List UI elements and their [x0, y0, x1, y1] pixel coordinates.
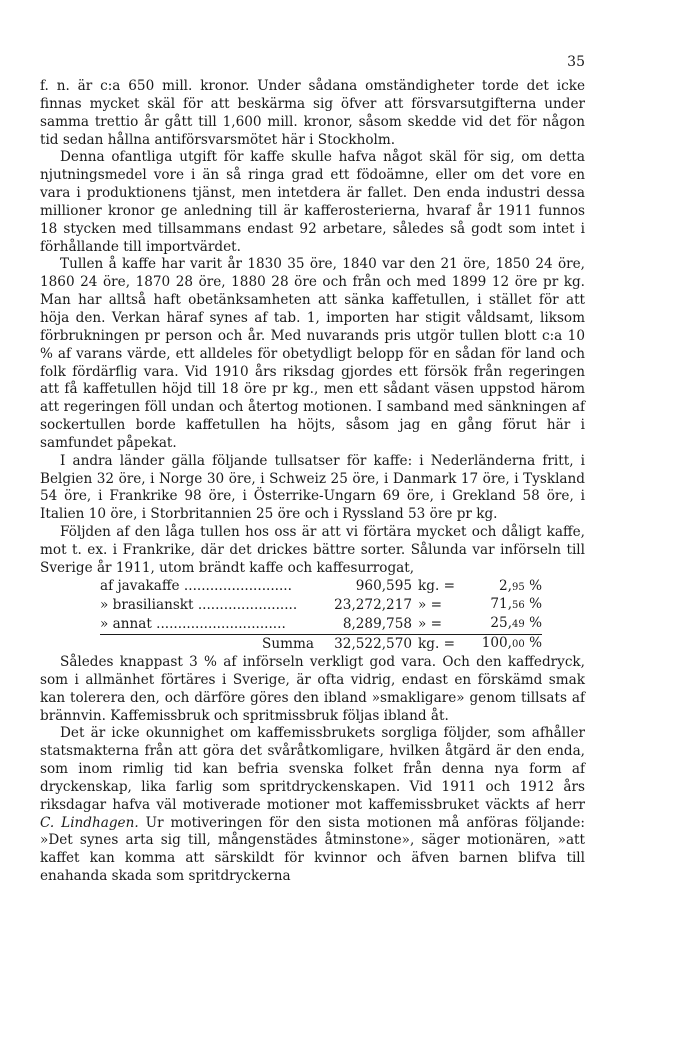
- row-percent: 25,49 %: [490, 615, 542, 632]
- page-number: 35: [567, 54, 585, 70]
- import-table: [100, 578, 542, 654]
- paragraph-coffee-tariff: Tullen å kaffe har varit år 1830 35 öre, 1840 var den 21 öre, 1850 24 öre, 1860 24 öre, 1870 28 öre, 1880 28 öre och från och med 1899 12 öre pr kg. Man har alltså haft obetänksamheten att sänka kaffetullen, i stället för att höja den. Verkan häraf synes af tab. 1, importen har stigit våldsamt, liksom förbrukningen pr person och år. Med nuvarands pris utgör tullen blott c:a 10 % af varans värde, ett alldeles för obetydligt belopp för en sådan för land och folk fördärflig vara. Vid 1910 års riksdag gjordes ett försök från regeringen att få kaffetullen höjd till 18 öre pr kg., men ett sådant väsen uppstod härom att regeringen föll undan och återtog motionen. I samband med sänkningen af sockertullen borde kaffetullen ha höjts, såsom jag en gång förut här i samfundet påpekat.: [40, 256, 585, 451]
- row-label: af javakaffe .........................: [100, 578, 292, 595]
- paragraph-motions: Det är icke okunnighet om kaffemissbrukets sorgliga följder, som afhåller statsmakterna från att göra det svåråtkomligare, hvilken åtgärd är den enda, som inom rimlig tid kan befria svenska folket från denna nya form af dryckenskap, lika farlig som spritdryckenskapen. Vid 1911 och 1912 års riksdagar hafva väl motiverade motioner mot kaffemissbruket väckts af herr C. Lindhagen. Ur motiveringen för den sista motionen må anföras följande: »Det synes arta sig till, mångenstädes åtminstone», säger motionären, »att kaffet kan komma att särskildt för kvinnor och äfven barnen blifva till enahanda skada som spritdryckerna: [40, 725, 586, 885]
- paragraph-continuation: f. n. är c:a 650 mill. kronor. Under sådana omständigheter torde det icke finnas mycket skäl för att beskärma sig öfver att försvarsutgifterna under samma trettio år gått till 1,600 mill. kronor, såsom skedde vid det för någon tid sedan hållna antiförsvarsmötet här i Stockholm.: [40, 78, 585, 148]
- table-row: [100, 615, 542, 634]
- row-unit: kg. =: [418, 578, 455, 595]
- paragraph-quality: Således knappast 3 % af införseln verkligt god vara. Och den kaffedryck, som i allmänhet förtäres i Sverige, är ofta vidrig, endast en förskämd smak kan tolerera den, och därföre göres den ibland »smakligare» genom tillsats af brännvin. Kaffemissbruk och spritmissbruk följas ibland åt.: [40, 654, 585, 724]
- row-unit: » =: [418, 596, 443, 613]
- row-percent: 2,95 %: [499, 577, 542, 594]
- total-unit: kg. =: [412, 635, 476, 654]
- row-percent: 71,56 %: [490, 596, 542, 613]
- row-label: » annat ..............................: [100, 615, 286, 632]
- row-unit: » =: [418, 615, 443, 632]
- row-amount: 23,272,217: [334, 596, 412, 613]
- row-amount: 960,595: [355, 578, 412, 595]
- table-row: [100, 596, 542, 615]
- total-amount: 32,522,570: [320, 635, 412, 654]
- paragraph-import-intro: Följden af den låga tullen hos oss är att vi förtära mycket och dåligt kaffe, mot t. ex. i Frankrike, där det drickes bättre sorter. Sålunda var införseln till Sverige år 1911, utom brändt kaffe och kaffesurrogat,: [40, 524, 585, 576]
- paragraph-foreign-tariffs: I andra länder gälla följande tullsatser för kaffe: i Nederländerna fritt, i Belgien 32 öre, i Norge 30 öre, i Schweiz 25 öre, i Danmark 17 öre, i Tyskland 54 öre, i Frankrike 98 öre, i Österrike-Ungarn 69 öre, i Grekland 58 öre, i Italien 10 öre, i Storbritannien 25 öre och i Ryssland 53 öre pr kg.: [40, 452, 585, 523]
- row-label: » brasilianskt .......................: [100, 596, 298, 613]
- total-percent: 100,00 %: [476, 635, 542, 654]
- paragraph-coffee-expense: Denna ofantliga utgift för kaffe skulle hafva något skäl för sig, om detta njutningsmedel vore i än så ringa grad ett födoämne, eller om det vore en vara i produktionens tjänst, men intetdera är fallet. Den enda industri dessa millioner kronor ge anledning till är kafferosterierna, hvaraf år 1911 funnos 18 stycken med tillsammans endast 92 arbetare, således så godt som intet i förhållande till importvärdet.: [40, 149, 585, 255]
- total-label: Summa: [100, 635, 320, 654]
- body-text: [40, 78, 585, 886]
- row-amount: 8,289,758: [342, 615, 412, 632]
- table-row: [100, 578, 542, 597]
- person-name: C. Lindhagen.: [40, 814, 139, 831]
- table-total-row: [100, 635, 542, 654]
